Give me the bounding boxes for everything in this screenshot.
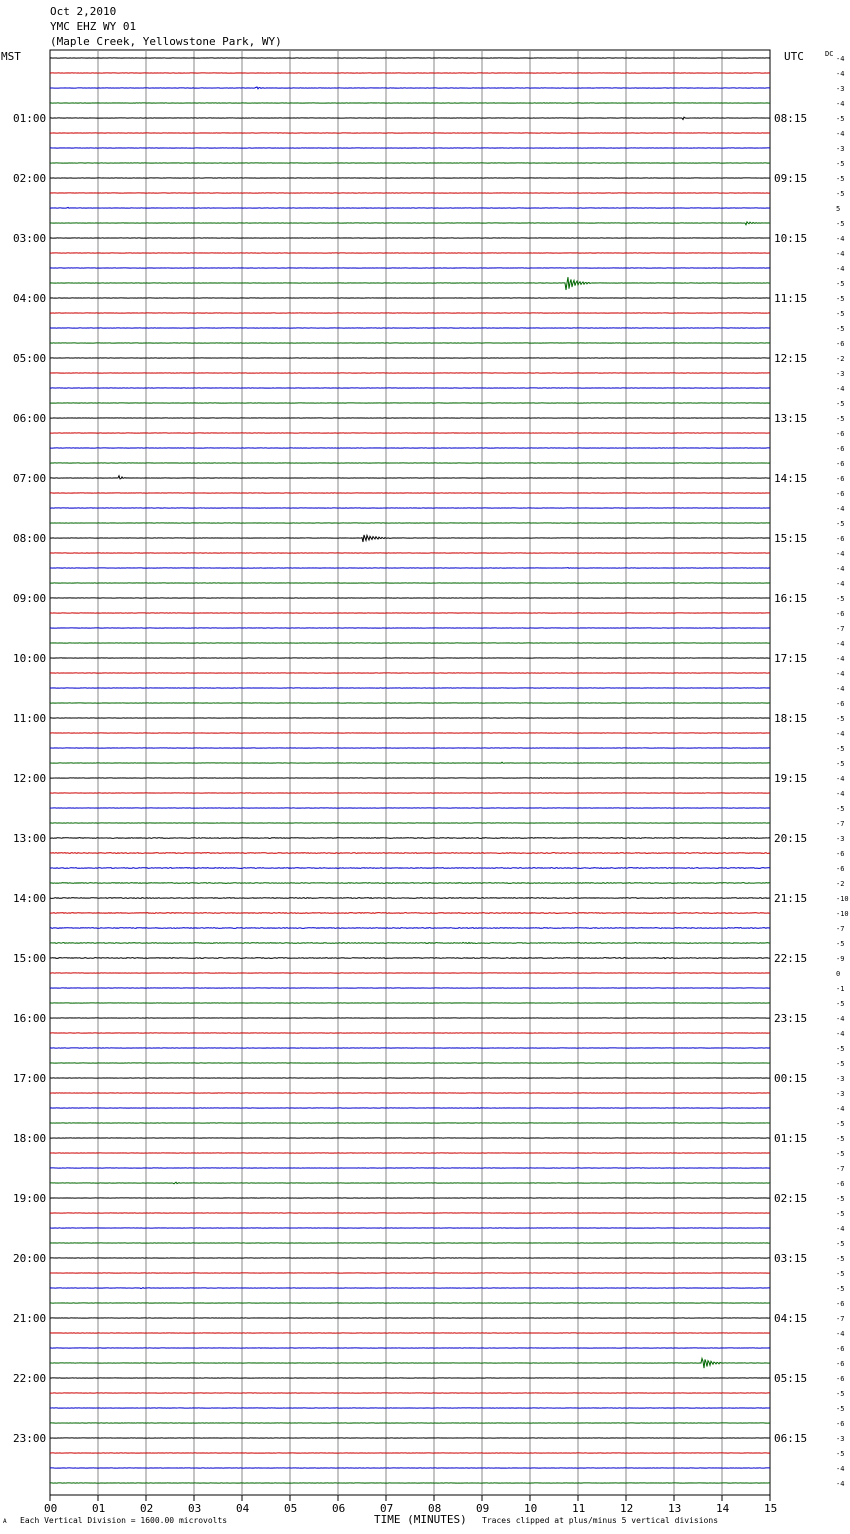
dc-offset-label: -4 (836, 55, 845, 63)
left-hour-label: 09:00 (13, 592, 47, 605)
dc-offset-label: -7 (836, 625, 845, 633)
dc-offset-label: -5 (836, 805, 845, 813)
right-hour-label: 21:15 (774, 892, 808, 905)
dc-offset-label: -4 (836, 1330, 845, 1338)
x-tick-label: 07 (380, 1502, 394, 1515)
left-hour-label: 02:00 (13, 172, 47, 185)
left-hour-label: 19:00 (13, 1192, 47, 1205)
dc-offset-label: 5 (836, 205, 841, 213)
x-tick-label: 13 (668, 1502, 682, 1515)
dc-offset-label: -5 (836, 1255, 845, 1263)
right-hour-label: 09:15 (774, 172, 808, 185)
right-hour-label: 02:15 (774, 1192, 808, 1205)
x-tick-label: 04 (236, 1502, 250, 1515)
dc-offset-label: -4 (836, 565, 845, 573)
right-hour-label: 18:15 (774, 712, 808, 725)
dc-offset-label: -6 (836, 460, 845, 468)
dc-offset-label: -5 (836, 175, 845, 183)
trace-line (50, 778, 770, 779)
trace-line (50, 883, 770, 884)
dc-offset-label: -5 (836, 1135, 845, 1143)
right-hour-label: 04:15 (774, 1312, 808, 1325)
dc-offset-label: -1 (836, 985, 845, 993)
left-hour-label: 21:00 (13, 1312, 47, 1325)
dc-offset-label: -5 (836, 1195, 845, 1203)
left-hour-label: 04:00 (13, 292, 47, 305)
dc-offset-label: -5 (836, 1120, 845, 1128)
record-date: Oct 2,2010 (50, 5, 117, 18)
dc-offset-label: -5 (836, 280, 845, 288)
plot-frame (50, 50, 770, 1495)
dc-offset-label: -6 (836, 1360, 845, 1368)
dc-offset-label: -4 (836, 250, 845, 258)
dc-offset-label: -3 (836, 85, 845, 93)
trace-line (50, 853, 770, 854)
right-hour-label: 13:15 (774, 412, 808, 425)
left-hour-label: 17:00 (13, 1072, 47, 1085)
trace-line (50, 476, 770, 479)
dc-offset-label: -7 (836, 1315, 845, 1323)
left-hour-label: 10:00 (13, 652, 47, 665)
dc-offset-label: -6 (836, 865, 845, 873)
dc-offset-label: -5 (836, 1150, 845, 1158)
dc-offset-label: -5 (836, 115, 845, 123)
right-hour-label: 10:15 (774, 232, 808, 245)
dc-offset-label: -6 (836, 1375, 845, 1383)
dc-offset-label: -5 (836, 400, 845, 408)
left-hour-label: 20:00 (13, 1252, 47, 1265)
clip-note: Traces clipped at plus/minus 5 vertical divisions (482, 1516, 719, 1525)
dc-offset-label: -5 (836, 220, 845, 228)
dc-offset-label: -5 (836, 1045, 845, 1053)
dc-offset-label: -10 (836, 895, 849, 903)
dc-offset-label (836, 1195, 844, 1203)
dc-offset-label: -4 (836, 655, 845, 663)
right-hour-label: 15:15 (774, 532, 808, 545)
dc-offset-label: -9 (836, 955, 845, 963)
x-tick-label: 15 (764, 1502, 778, 1515)
dc-offset-label: -5 (836, 1450, 845, 1458)
dc-offset-label (836, 1210, 844, 1218)
trace-line (50, 207, 770, 208)
dc-offset-label: -6 (836, 1345, 845, 1353)
trace-line (50, 958, 770, 959)
right-hour-label: 12:15 (774, 352, 808, 365)
left-hour-label: 01:00 (13, 112, 47, 125)
dc-offset-label: -7 (836, 820, 845, 828)
dc-offset-label (836, 445, 844, 453)
station-code: YMC EHZ WY 01 (50, 20, 137, 33)
trace-line (50, 1182, 770, 1184)
x-tick-label: 06 (332, 1502, 346, 1515)
trace-line (50, 103, 770, 104)
trace-line (50, 535, 770, 542)
trace-line (50, 222, 770, 225)
x-tick-label: 03 (188, 1502, 202, 1515)
dc-offset-label: -3 (836, 370, 845, 378)
x-tick-label: 14 (716, 1502, 730, 1515)
left-hour-label: 11:00 (13, 712, 47, 725)
left-hour-label: 08:00 (13, 532, 47, 545)
dc-offset-label: -5 (836, 520, 845, 528)
dc-offset-label: -5 (836, 1405, 845, 1413)
dc-offset-label: -4 (836, 70, 845, 78)
dc-offset-label: -4 (836, 1225, 845, 1233)
dc-offset-label: -5 (836, 295, 845, 303)
left-hour-label: 15:00 (13, 952, 47, 965)
trace-line (50, 868, 770, 869)
right-hour-label: 11:15 (774, 292, 808, 305)
right-hour-label: 05:15 (774, 1372, 808, 1385)
dc-offset-label: -5 (836, 1210, 845, 1218)
dc-offset-label: 0 (836, 970, 841, 978)
trace-line (50, 1358, 770, 1368)
dc-offset-label: -4 (836, 550, 845, 558)
left-timezone-label: MST (1, 50, 21, 63)
vertical-scale-note: Each Vertical Division = 1600.00 microvolts (20, 1516, 228, 1525)
dc-offset-label: -5 (836, 760, 845, 768)
dc-offset-label: -6 (836, 700, 845, 708)
right-timezone-label: UTC (784, 50, 804, 63)
right-hour-label: 08:15 (774, 112, 808, 125)
dc-offset-label: -5 (836, 1390, 845, 1398)
dc-offset-label: -4 (836, 1105, 845, 1113)
dc-offset-label: -4 (836, 235, 845, 243)
x-tick-label: 01 (92, 1502, 106, 1515)
dc-offset-label: -4 (836, 385, 845, 393)
dc-offset-label: -6 (836, 1420, 845, 1428)
right-hour-label: 19:15 (774, 772, 808, 785)
dc-offset-label: -3 (836, 835, 845, 843)
trace-line (50, 87, 770, 89)
dc-offset-label: -5 (836, 715, 845, 723)
right-hour-label: 22:15 (774, 952, 808, 965)
right-hour-label: 20:15 (774, 832, 808, 845)
dc-offset-label: -2 (836, 355, 845, 363)
dc-offset-label: -4 (836, 1480, 845, 1488)
dc-offset-label: -6 (836, 1300, 845, 1308)
left-hour-label: 16:00 (13, 1012, 47, 1025)
right-hour-label: 06:15 (774, 1432, 808, 1445)
right-hour-label: 16:15 (774, 592, 808, 605)
dc-offset-label: -6 (836, 850, 845, 858)
dc-offset-label: -3 (836, 1435, 845, 1443)
dc-offset-label: -4 (836, 130, 845, 138)
x-tick-label: 08 (428, 1502, 442, 1515)
dc-offset-label: -5 (836, 940, 845, 948)
dc-offset-label: -4 (836, 100, 845, 108)
dc-offset-label: -4 (836, 1030, 845, 1038)
trace-line (50, 913, 770, 914)
dc-offset-label: -7 (836, 1165, 845, 1173)
trace-line (50, 762, 770, 763)
x-tick-label: 10 (524, 1502, 538, 1515)
left-hour-label: 12:00 (13, 772, 47, 785)
x-tick-label: 09 (476, 1502, 490, 1515)
right-hour-label: 01:15 (774, 1132, 808, 1145)
right-hour-label: 17:15 (774, 652, 808, 665)
dc-offset-label: -2 (836, 880, 845, 888)
x-axis-title: TIME (MINUTES) (374, 1513, 467, 1526)
trace-line (50, 1108, 770, 1109)
trace-line (50, 1288, 770, 1289)
dc-offset-label: -3 (836, 1075, 845, 1083)
trace-line (50, 568, 770, 569)
dc-offset-label: -4 (836, 1465, 845, 1473)
x-tick-label: 05 (284, 1502, 298, 1515)
dc-offset-label: -5 (836, 190, 845, 198)
dc-offset-label: -3 (836, 1090, 845, 1098)
dc-offset-label: -5 (836, 160, 845, 168)
dc-offset-label: -6 (836, 445, 845, 453)
station-location: (Maple Creek, Yellowstone Park, WY) (50, 35, 282, 48)
dc-offset-label: -10 (836, 910, 849, 918)
left-hour-label: 14:00 (13, 892, 47, 905)
right-hour-label: 23:15 (774, 1012, 808, 1025)
right-hour-label: 03:15 (774, 1252, 808, 1265)
trace-line (50, 942, 770, 943)
dc-offset-label: -5 (836, 595, 845, 603)
dc-offset-label: -6 (836, 340, 845, 348)
dc-offset-header: DC (825, 50, 834, 58)
dc-offset-label: -4 (836, 640, 845, 648)
dc-offset-label: -4 (836, 265, 845, 273)
dc-offset-label: -4 (836, 790, 845, 798)
x-tick-label: 11 (572, 1502, 586, 1515)
dc-offset-label: -3 (836, 145, 845, 153)
dc-offset-label: -7 (836, 925, 845, 933)
trace-line (50, 838, 770, 839)
dc-offset-label: -6 (836, 430, 845, 438)
right-hour-label: 00:15 (774, 1072, 808, 1085)
dc-offset-label: -4 (836, 1015, 845, 1023)
scale-mark: A (3, 1518, 7, 1525)
left-hour-label: 06:00 (13, 412, 47, 425)
dc-offset-label: -5 (836, 1060, 845, 1068)
x-tick-label: 12 (620, 1502, 634, 1515)
left-hour-label: 22:00 (13, 1372, 47, 1385)
trace-line (50, 898, 770, 899)
left-hour-label: 07:00 (13, 472, 47, 485)
trace-line (50, 277, 770, 290)
dc-offset-label (836, 430, 844, 438)
x-tick-label: 02 (140, 1502, 154, 1515)
dc-offset-label: -5 (836, 415, 845, 423)
dc-offset-label: -6 (836, 535, 845, 543)
dc-offset-label: -6 (836, 610, 845, 618)
dc-offset-label: -5 (836, 1240, 845, 1248)
dc-offset-label: -5 (836, 745, 845, 753)
dc-offset-label: -4 (836, 775, 845, 783)
dc-offset-label: -4 (836, 670, 845, 678)
left-hour-label: 13:00 (13, 832, 47, 845)
dc-offset-label: -4 (836, 730, 845, 738)
left-hour-label: 03:00 (13, 232, 47, 245)
dc-offset-label: -6 (836, 1180, 845, 1188)
dc-offset-label: -5 (836, 310, 845, 318)
x-tick-label: 00 (44, 1502, 58, 1515)
dc-offset-label: -4 (836, 505, 845, 513)
dc-offset-label: -4 (836, 580, 845, 588)
dc-offset-label: -5 (836, 1000, 845, 1008)
trace-line (50, 928, 770, 929)
dc-offset-label: -4 (836, 685, 845, 693)
left-hour-label: 18:00 (13, 1132, 47, 1145)
dc-offset-label: -5 (836, 325, 845, 333)
right-hour-label: 14:15 (774, 472, 808, 485)
trace-line (50, 117, 770, 119)
left-hour-label: 23:00 (13, 1432, 47, 1445)
left-hour-label: 05:00 (13, 352, 47, 365)
